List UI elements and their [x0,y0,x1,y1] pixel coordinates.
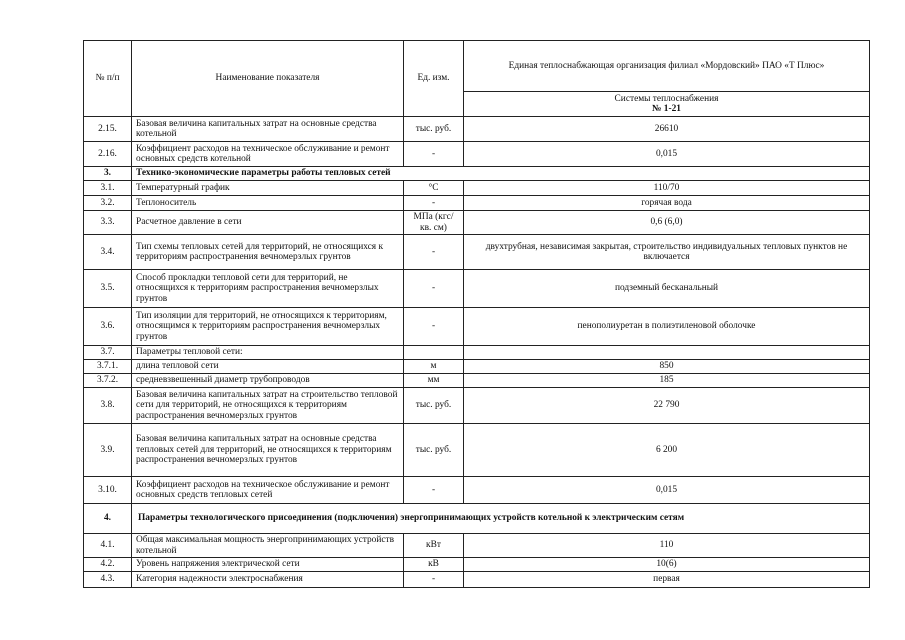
row-value: 0,6 (6,0) [464,211,870,235]
table-row [84,424,870,477]
row-number: 3.7. [84,346,132,360]
row-indicator-name: Тип изоляции для территорий, не относящихся к территориям, относящимся к территориям распространения вечномерзлых грунтов [132,308,404,346]
row-unit: - [404,142,464,167]
header-unit: Ед. изм. [404,41,464,117]
row-indicator-name: Общая максимальная мощность энергопринимающих устройств котельной [132,534,404,558]
row-unit: тыс. руб. [404,388,464,424]
row-indicator-name: Температурный график [132,181,404,196]
row-value [464,346,870,360]
row-indicator-name: средневзвешенный диаметр трубопроводов [132,374,404,388]
parameters-table [83,40,870,588]
table-row [84,558,870,572]
row-unit: - [404,308,464,346]
table-row [84,388,870,424]
document-page [83,40,869,588]
header-system-label: Системы теплоснабжения [614,93,719,104]
table-row [84,117,870,142]
row-indicator-name: длина тепловой сети [132,360,404,374]
row-number: 4. [84,504,132,534]
row-number: 3.2. [84,196,132,211]
row-indicator-name: Уровень напряжения электрической сети [132,558,404,572]
row-number: 3.3. [84,211,132,235]
table-row [84,235,870,270]
table-row [84,534,870,558]
table-row [84,167,870,181]
row-unit: мм [404,374,464,388]
table-row [84,211,870,235]
row-unit: тыс. руб. [404,117,464,142]
row-number: 4.3. [84,572,132,588]
table-row [84,477,870,504]
table-row [84,181,870,196]
row-unit: - [404,270,464,308]
row-indicator-name: Коэффициент расходов на техническое обслуживание и ремонт основных средств котельной [132,142,404,167]
row-number: 3.9. [84,424,132,477]
row-value: 26610 [464,117,870,142]
row-value: 110 [464,534,870,558]
header-num: № п/п [84,41,132,117]
header-system [464,92,870,117]
row-indicator-name: Параметры тепловой сети: [132,346,404,360]
row-indicator-name: Расчетное давление в сети [132,211,404,235]
row-value: 185 [464,374,870,388]
row-value: пенополиуретан в полиэтиленовой оболочке [464,308,870,346]
row-unit: - [404,196,464,211]
row-value: 110/70 [464,181,870,196]
section-title: Технико-экономические параметры работы тепловых сетей [132,167,870,181]
row-number: 3.6. [84,308,132,346]
row-indicator-name: Теплоноситель [132,196,404,211]
row-value: горячая вода [464,196,870,211]
row-number: 3.7.2. [84,374,132,388]
row-indicator-name: Способ прокладки тепловой сети для территорий, не относящихся к территориям распространения вечномерзлых грунтов [132,270,404,308]
row-value: первая [464,572,870,588]
row-indicator-name: Базовая величина капитальных затрат на строительство тепловой сети для территорий, не относящихся к территориям распространения вечномерзлых грунтов [132,388,404,424]
row-indicator-name: Тип схемы тепловых сетей для территорий, не относящихся к территориям распространения вечномерзлых грунтов [132,235,404,270]
table-row [84,142,870,167]
row-number: 3.4. [84,235,132,270]
row-value: 6 200 [464,424,870,477]
row-number: 3.10. [84,477,132,504]
row-number: 3.8. [84,388,132,424]
row-value: двухтрубная, независимая закрытая, строительство индивидуальных тепловых пунктов не включается [464,235,870,270]
row-unit: кВт [404,534,464,558]
header-name: Наименование показателя [132,41,404,117]
row-indicator-name: Категория надежности электроснабжения [132,572,404,588]
row-value: 10(6) [464,558,870,572]
row-value: 0,015 [464,142,870,167]
row-unit: °С [404,181,464,196]
row-unit: - [404,572,464,588]
header-organization: Единая теплоснабжающая организация филиал «Мордовский» ПАО «Т Плюс» [464,41,870,92]
table-header-row [84,41,870,92]
row-number: 3.5. [84,270,132,308]
row-number: 3.7.1. [84,360,132,374]
row-unit: м [404,360,464,374]
table-row [84,308,870,346]
section-title: Параметры технологического присоединения (подключения) энергопринимающих устройств котельной к электрическим сетям [132,504,870,534]
row-value: 22 790 [464,388,870,424]
table-row [84,572,870,588]
row-number: 3. [84,167,132,181]
row-number: 2.16. [84,142,132,167]
row-unit: тыс. руб. [404,424,464,477]
table-row [84,374,870,388]
table-row [84,270,870,308]
row-number: 4.2. [84,558,132,572]
header-system-number: № 1-21 [652,104,681,114]
table-row [84,196,870,211]
row-value: 0,015 [464,477,870,504]
row-number: 4.1. [84,534,132,558]
row-unit: МПа (кгс/кв. см) [404,211,464,235]
row-number: 3.1. [84,181,132,196]
row-unit [404,346,464,360]
row-indicator-name: Коэффициент расходов на техническое обслуживание и ремонт основных средств тепловых сетей [132,477,404,504]
row-indicator-name: Базовая величина капитальных затрат на основные средства котельной [132,117,404,142]
table-row [84,504,870,534]
row-value: 850 [464,360,870,374]
table-row [84,346,870,360]
row-unit: - [404,235,464,270]
row-number: 2.15. [84,117,132,142]
row-unit: кВ [404,558,464,572]
row-unit: - [404,477,464,504]
table-row [84,360,870,374]
row-value: подземный бесканальный [464,270,870,308]
row-indicator-name: Базовая величина капитальных затрат на основные средства тепловых сетей для территорий, не относящихся к территориям распространения вечномерзлых грунтов [132,424,404,477]
